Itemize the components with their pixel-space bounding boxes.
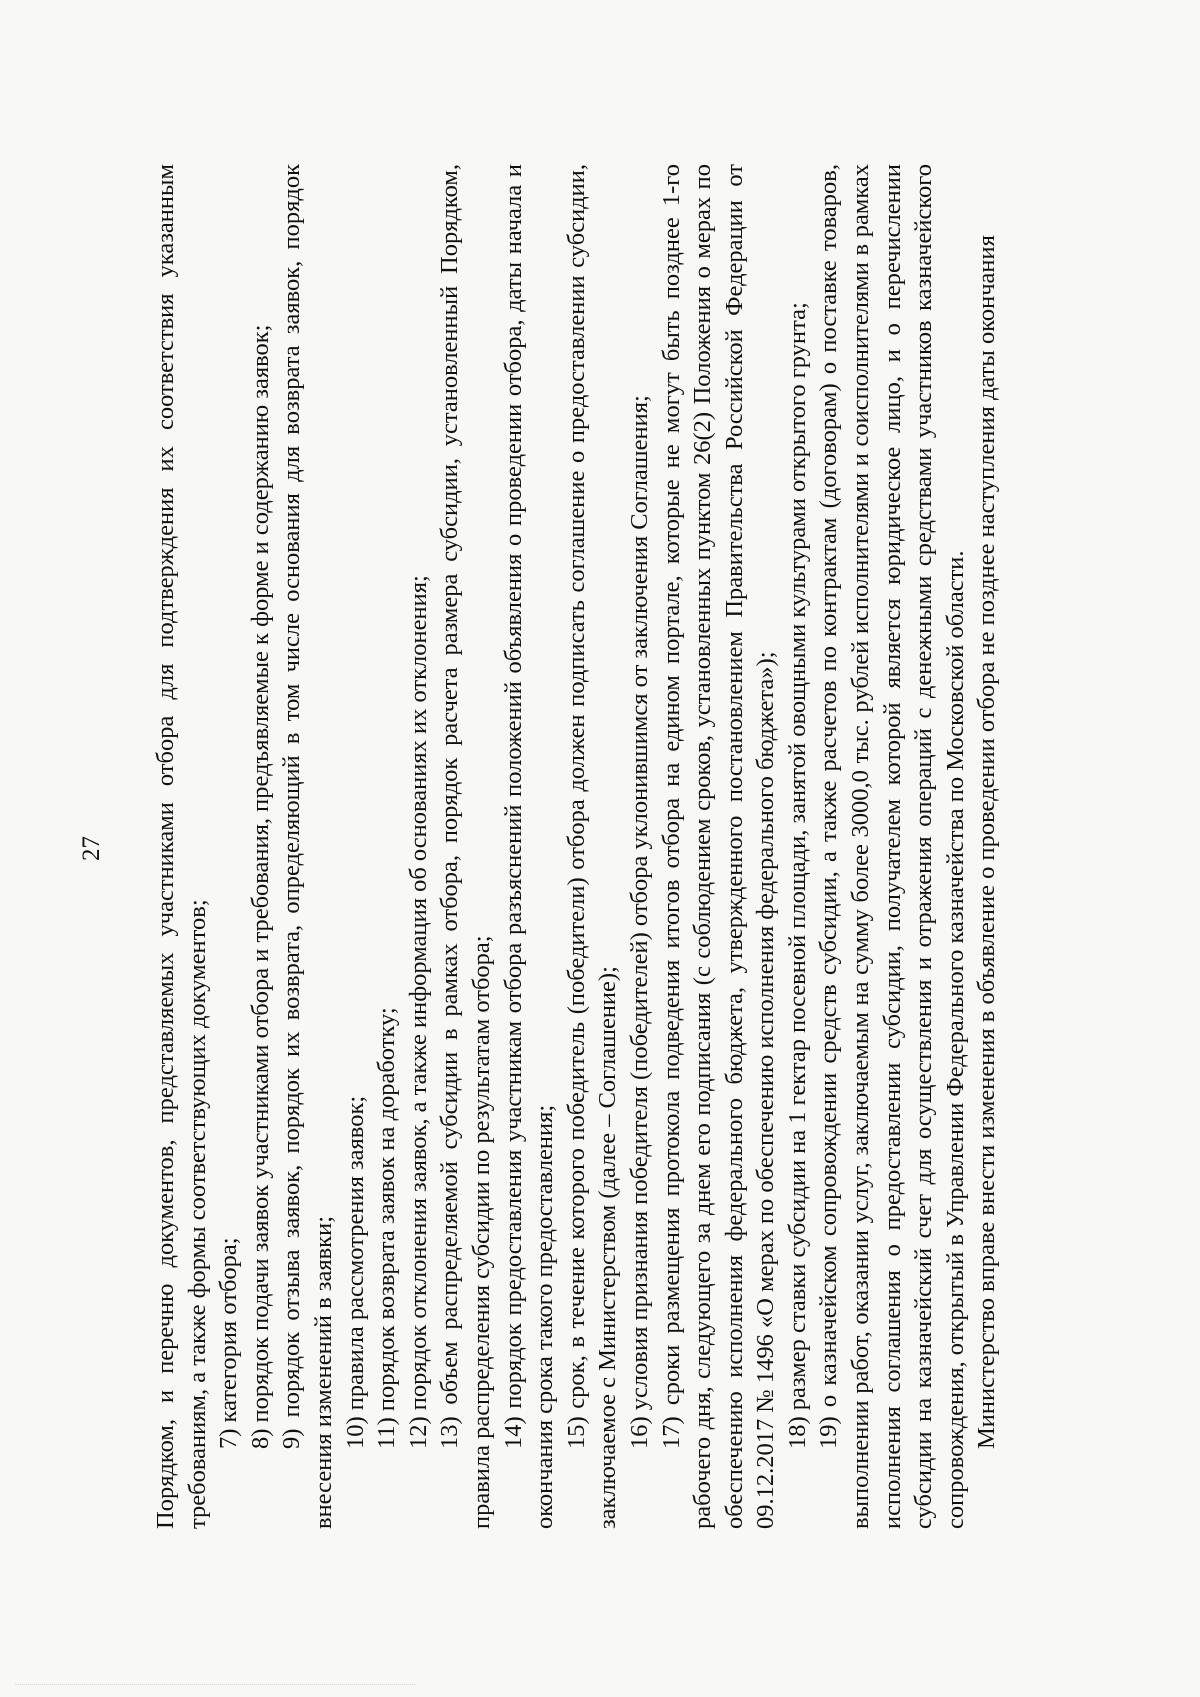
list-item-17: 17) сроки размещения протокола подведения итогов отбора на едином портале, которые не могут быть позднее 1-го рабочего дня, следующего за днем его подписания (с соблюдением сроков, установленных пунктом 26(2) Положения о мерах по обеспечению исполнения федерального бюджета, утвержденного постановлением Правительства Российской Федерации от 09.12.2017 № 1496 «О мерах по обеспечению исполнения федерального бюджета»); xyxy=(657,164,780,1529)
paragraph-continuation: Порядком, и перечню документов, представляемых участниками отбора для подтверждения их соответствия указанным требованиям, а также формы соответствующих документов; xyxy=(152,164,211,1529)
list-item-16: 16) условия признания победителя (победителей) отбора уклонившимся от заключения Соглашения; xyxy=(625,395,653,1449)
list-item-11: 11) порядок возврата заявок на доработку; xyxy=(373,1007,401,1449)
list-item-10: 10) правила рассмотрения заявок; xyxy=(341,1095,369,1449)
scan-artifact xyxy=(15,1684,415,1691)
list-item-9: 9) порядок отзыва заявок, порядок их возврата, определяющий в том числе основания для возврата заявок, порядок внесения изменений в заявки; xyxy=(278,164,337,1529)
list-item-8: 8) порядок подачи заявок участниками отбора и требования, предъявляемые к форме и содержанию заявок; xyxy=(246,324,274,1449)
list-item-14: 14) порядок предоставления участникам отбора разъяснений положений объявления о проведении отбора, даты начала и окончания срока такого предоставления; xyxy=(499,164,559,1529)
list-item-7: 7) категория отбора; xyxy=(215,1237,243,1449)
closing-paragraph: Министерство вправе внести изменения в объявление о проведении отбора не позднее наступления даты окончания xyxy=(973,235,1001,1449)
document-body xyxy=(150,164,1003,1529)
list-item-19: 19) о казначейском сопровождении средств субсидии, а также расчетов по контрактам (договорам) о поставке товаров, выполнении работ, оказании услуг, заключаемым на сумму более 3000,0 тыс. рублей исполнителями и соисполнителями в рамках исполнения соглашения о предоставлении субсидии, получателем которой является юридическое лицо, и о перечислении субсидии на казначейский счет для осуществления и отражения операций с денежными средствами участников казначейского сопровождения, открытый в Управлении Федерального казначейства по Московской области. xyxy=(815,164,969,1529)
page-number: 27 xyxy=(78,836,105,861)
list-item-18: 18) размер ставки субсидии на 1 гектар посевной площади, занятой овощными культурами открытого грунта; xyxy=(783,302,811,1449)
list-item-12: 12) порядок отклонения заявок, а также информация об основаниях их отклонения; xyxy=(404,575,432,1449)
list-item-15: 15) срок, в течение которого победитель (победители) отбора должен подписать соглашение о предоставлении субсидии, заключаемое с Министерством (далее – Соглашение); xyxy=(562,164,622,1529)
list-item-13: 13) объем распределяемой субсидии в рамках отбора, порядок расчета размера субсидии, установленный Порядком, правила распределения субсидии по результатам отбора; xyxy=(436,164,495,1529)
